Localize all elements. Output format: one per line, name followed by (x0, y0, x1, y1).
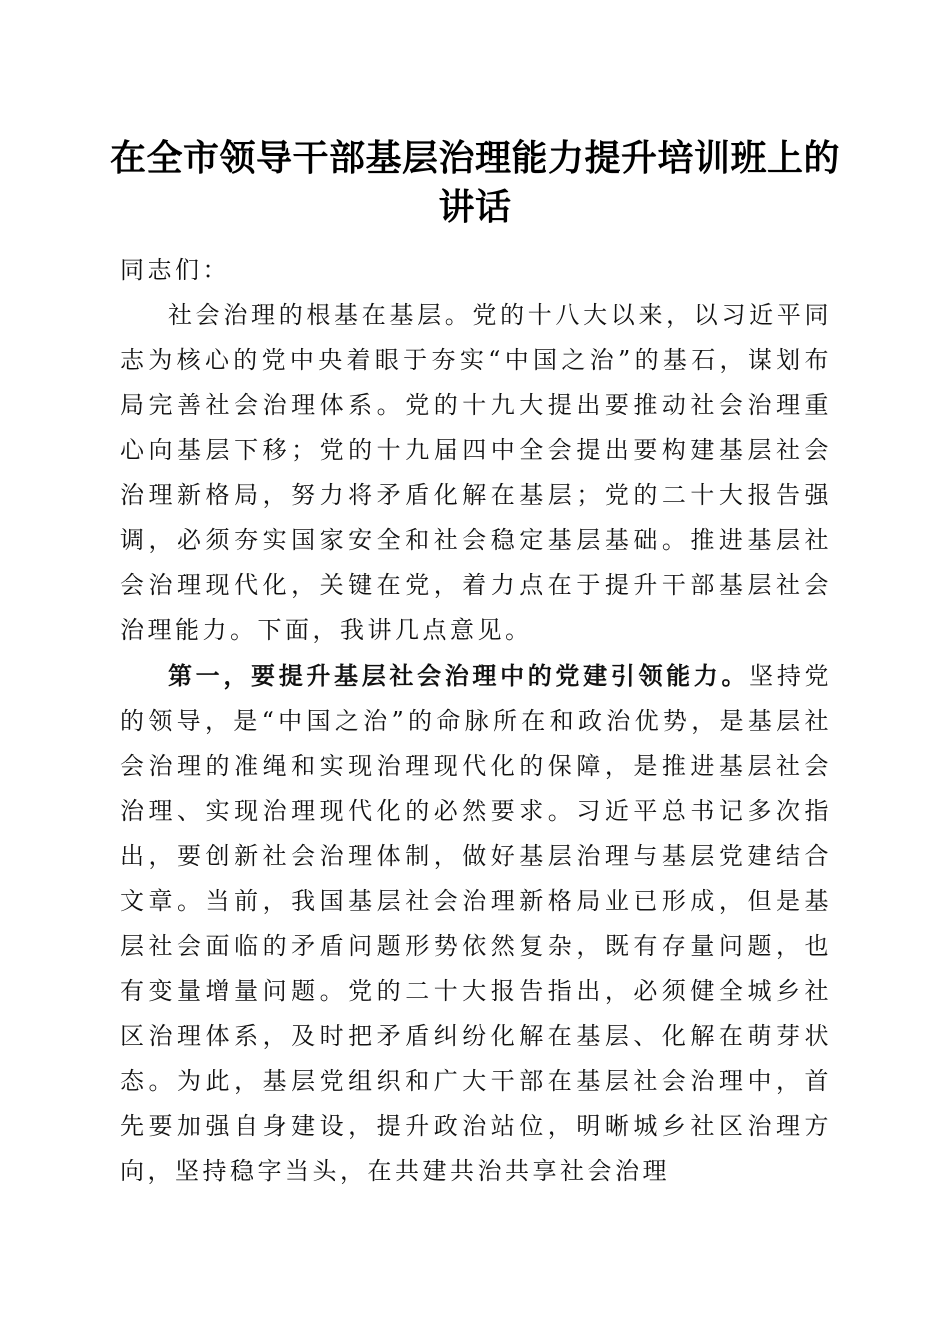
paragraph-intro: 社会治理的根基在基层。党的十八大以来，以习近平同志为核心的党中央着眼于夯实“中国之治”的基石，谋划布局完善社会治理体系。党的十九大提出要推动社会治理重心向基层下移；党的十九届四中全会提出要构建基层社会治理新格局，努力将矛盾化解在基层；党的二十大报告强调，必须夯实国家安全和社会稳定基层基础。推进基层社会治理现代化，关键在党，着力点在于提升干部基层社会治理能力。下面，我讲几点意见。 (120, 301, 832, 644)
paragraph-first-point (120, 653, 832, 1194)
title-line-2: 讲话 (438, 186, 512, 228)
paragraph-first-point-body: 坚持党的领导，是“中国之治”的命脉所在和政治优势，是基层社会治理的准绳和实现治理现代化的保障，是推进基层社会治理、实现治理现代化的必然要求。习近平总书记多次指出，要创新社会治理体制，做好基层治理与基层党建结合文章。当前，我国基层社会治理新格局业已形成，但是基层社会面临的矛盾问题形势依然复杂，既有存量问题，也有变量增量问题。党的二十大报告指出，必须健全城乡社区治理体系，及时把矛盾纠纷化解在基层、化解在萌芽状态。为此，基层党组织和广大干部在基层社会治理中，首先要加强自身建设，提升政治站位，明晰城乡社区治理方向，坚持稳字当头，在共建共治共享社会治理 (120, 662, 833, 1185)
salutation: 同志们： (120, 256, 230, 284)
title-line-1: 在全市领导干部基层治理能力提升培训班上的 (109, 137, 840, 179)
document-title (100, 134, 850, 232)
document-body (120, 248, 832, 1194)
paragraph-first-point-lead: 第一，要提升基层社会治理中的党建引领能力。 (168, 661, 750, 690)
